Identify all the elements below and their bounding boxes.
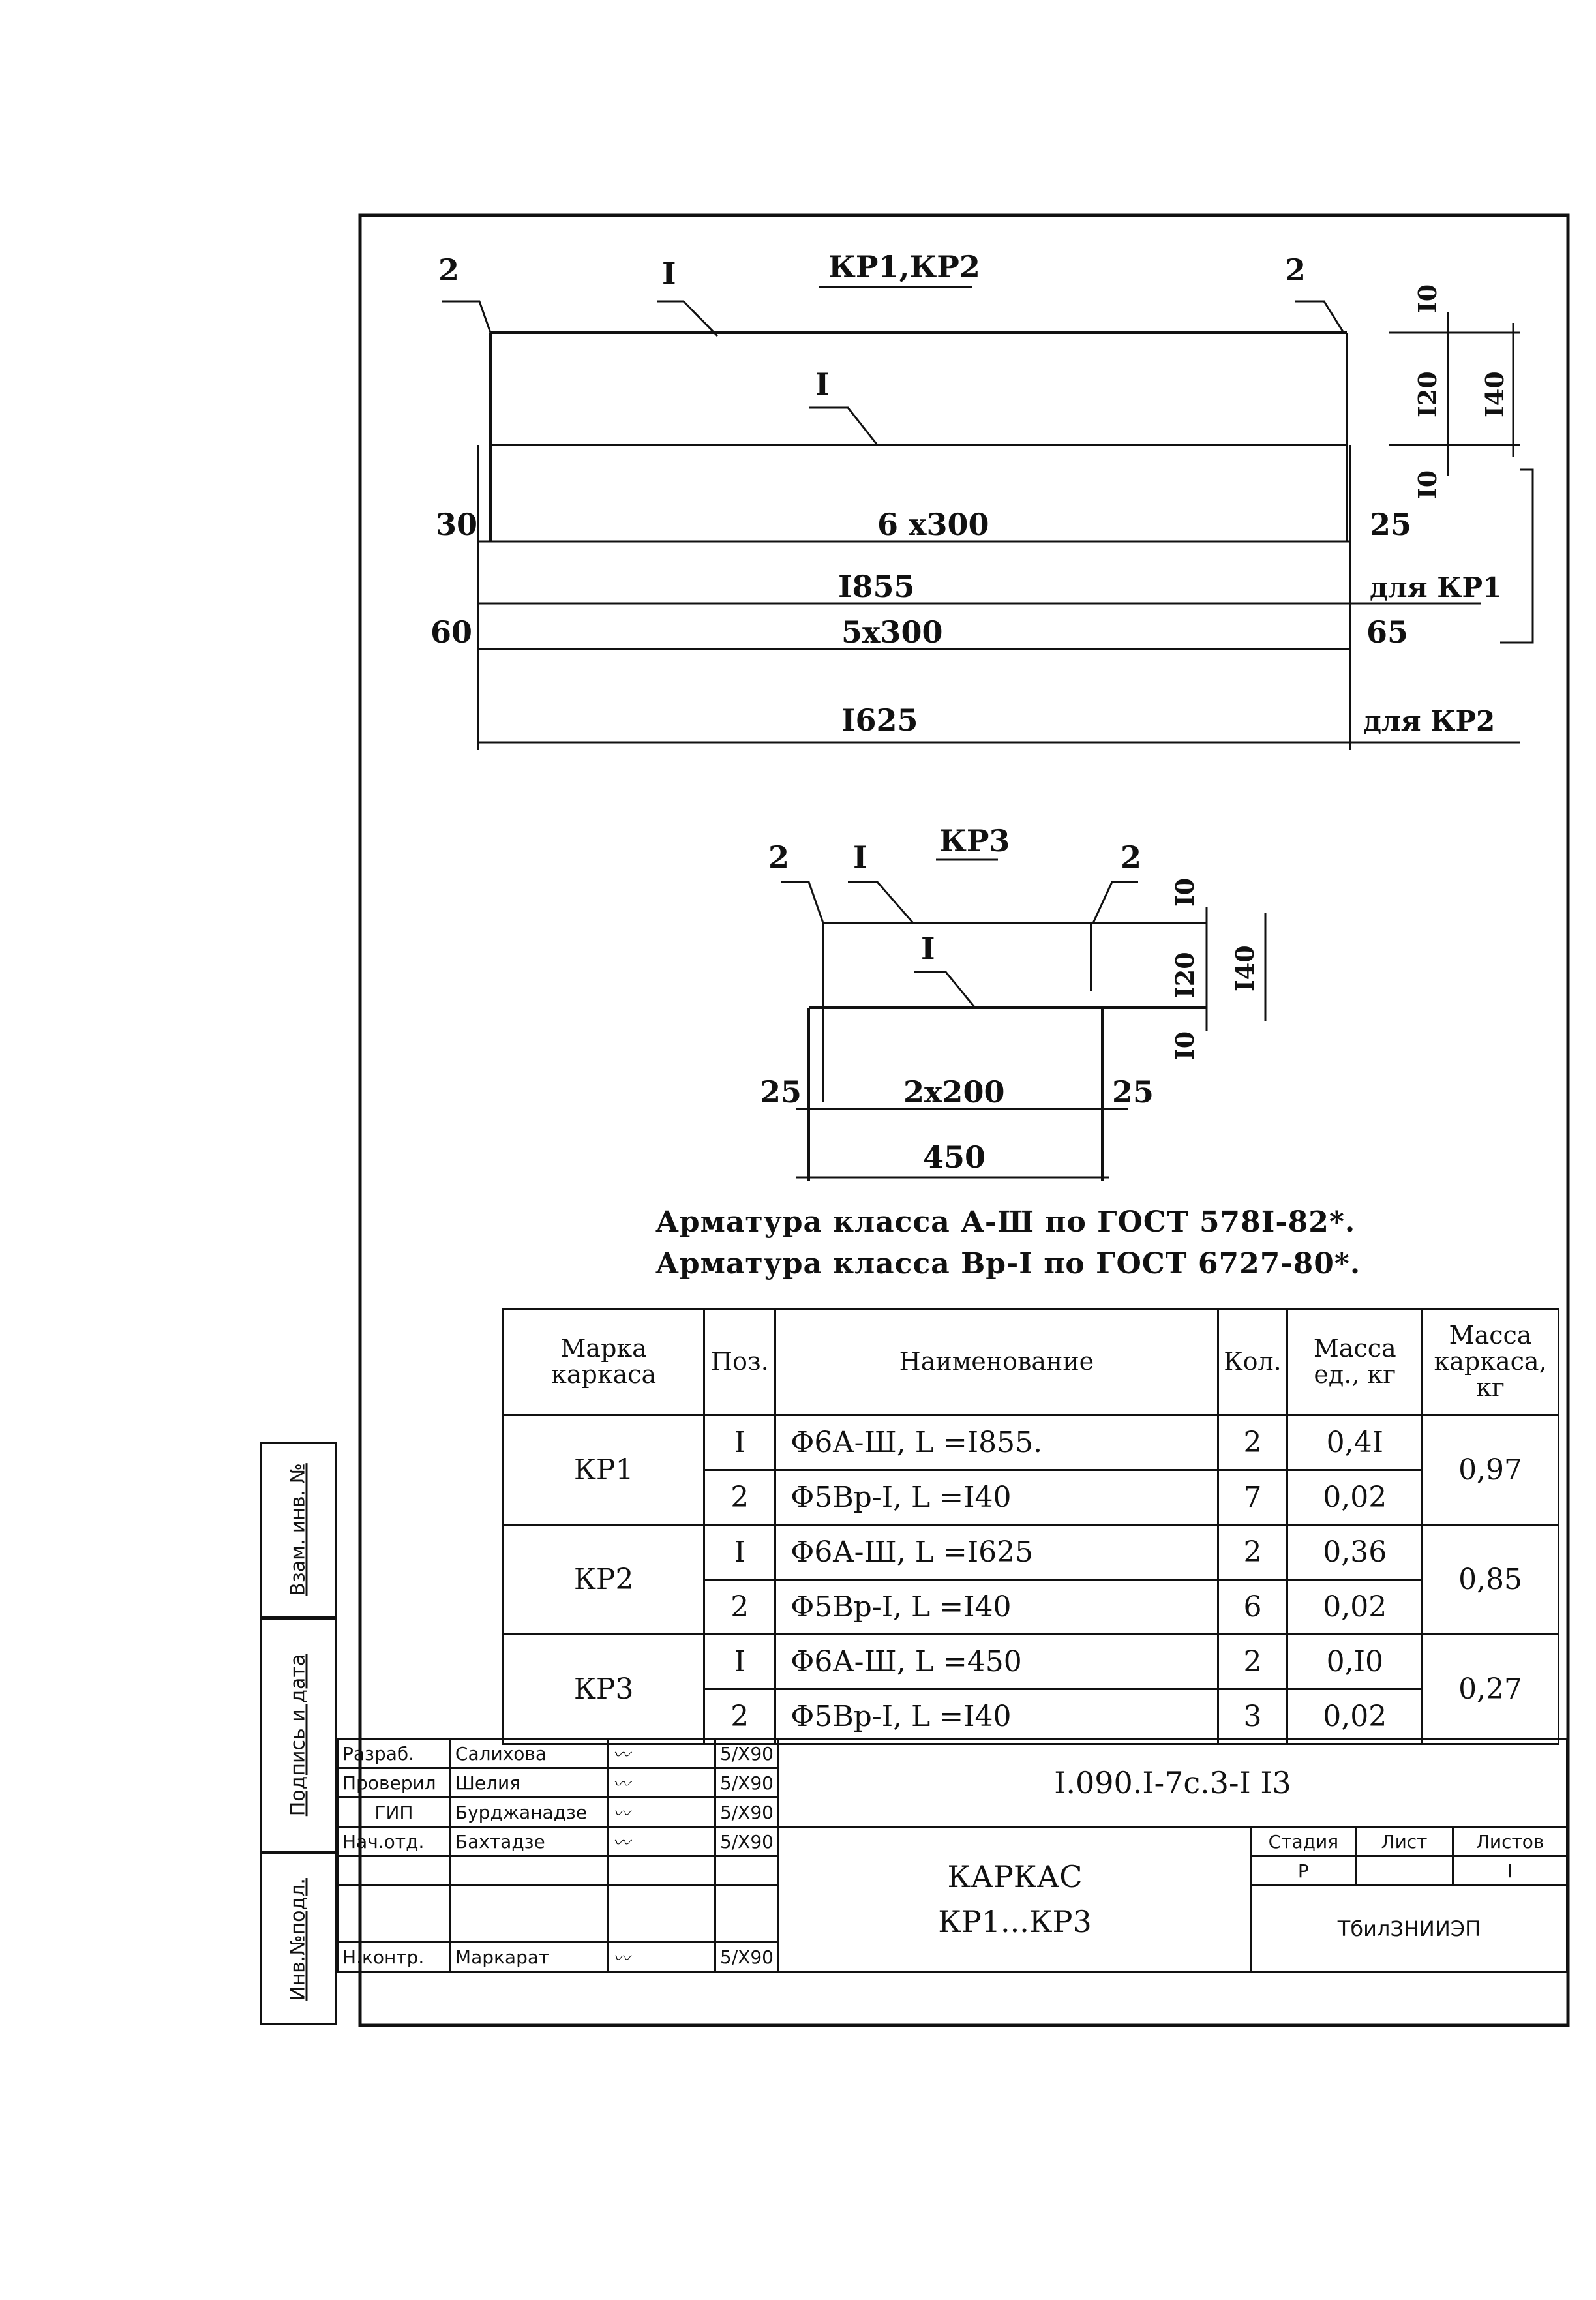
tb-date: 5/Х90 xyxy=(715,1827,778,1856)
tb-organization: ТбилЗНИИЭП xyxy=(1251,1886,1567,1972)
stamp-inv-replace-label: Взам. инв. № xyxy=(286,1463,310,1596)
title-block-row xyxy=(338,1827,1567,1856)
tb-signature xyxy=(608,1739,715,1768)
cell-unit-mass: 0,I0 xyxy=(1287,1635,1423,1689)
cell-frame-mass: 0,97 xyxy=(1423,1415,1559,1525)
frame-kr3 xyxy=(809,923,1207,1181)
tb-sheet-value xyxy=(1355,1856,1453,1886)
tb-name: Салихова xyxy=(450,1739,608,1768)
tb-role: ГИП xyxy=(338,1798,451,1827)
dim-label: 2x200 xyxy=(903,1074,1005,1110)
cell-name: Φ6А-Ш, L =I855. xyxy=(775,1415,1218,1470)
tb-date xyxy=(715,1856,778,1886)
dim-label: 25 xyxy=(1112,1074,1154,1110)
dim-label-vertical: I0 xyxy=(1413,284,1442,313)
dim-label: 30 xyxy=(436,507,478,542)
dim-label-vertical: I0 xyxy=(1170,1031,1199,1060)
dim-label: 6 x300 xyxy=(877,507,989,542)
tb-role: Разраб. xyxy=(338,1739,451,1768)
dim-label: I855 xyxy=(838,569,915,604)
cell-name: Φ5Вр-I, L =I40 xyxy=(775,1689,1218,1744)
signature-icon: 〰 xyxy=(612,1833,630,1853)
pos-label: I xyxy=(662,256,676,291)
cell-unit-mass: 0,02 xyxy=(1287,1470,1423,1525)
tb-sheets-label: Листов xyxy=(1453,1827,1567,1856)
stamp-inv-orig xyxy=(260,1853,337,2025)
cell-pos: 2 xyxy=(704,1689,775,1744)
dim-label-vertical: I40 xyxy=(1480,371,1509,417)
cell-name: Φ5Вр-I, L =I40 xyxy=(775,1470,1218,1525)
stamp-inv-replace xyxy=(260,1442,337,1618)
dim-label: I625 xyxy=(841,703,918,738)
tb-signature xyxy=(608,1768,715,1798)
header-pos: Поз. xyxy=(704,1309,775,1415)
tb-signature xyxy=(608,1943,715,1972)
tb-date: 5/Х90 xyxy=(715,1739,778,1768)
cell-frame-mass: 0,27 xyxy=(1423,1635,1559,1744)
tb-signature xyxy=(608,1798,715,1827)
tb-name: Бахтадзе xyxy=(450,1827,608,1856)
cell-pos: I xyxy=(704,1415,775,1470)
tb-name xyxy=(450,1856,608,1886)
signature-icon: 〰 xyxy=(612,1774,630,1794)
tb-date: 5/Х90 xyxy=(715,1768,778,1798)
tb-role xyxy=(338,1856,451,1886)
signature-icon: 〰 xyxy=(612,1804,630,1824)
tb-role xyxy=(338,1886,451,1943)
cell-pos: 2 xyxy=(704,1580,775,1635)
header-name: Наименование xyxy=(775,1309,1218,1415)
title-kr3: КР3 xyxy=(939,823,1010,858)
cell-qty: 6 xyxy=(1218,1580,1287,1635)
title-block xyxy=(337,1738,1568,1973)
cell-mark: КР3 xyxy=(504,1635,704,1744)
cell-mark: КР2 xyxy=(504,1525,704,1635)
cell-frame-mass: 0,85 xyxy=(1423,1525,1559,1635)
stamp-sign-date-label: Подпись и дата xyxy=(286,1654,310,1817)
pos-label: 2 xyxy=(438,252,460,288)
dim-label-vertical: I20 xyxy=(1170,952,1199,998)
tb-date xyxy=(715,1886,778,1943)
table-row xyxy=(504,1525,1559,1580)
cell-qty: 7 xyxy=(1218,1470,1287,1525)
pos-label: 2 xyxy=(768,840,790,875)
pos-label: I xyxy=(921,931,935,966)
tb-date: 5/Х90 xyxy=(715,1943,778,1972)
cell-unit-mass: 0,36 xyxy=(1287,1525,1423,1580)
cell-pos: 2 xyxy=(704,1470,775,1525)
tb-stage-label: Стадия xyxy=(1251,1827,1355,1856)
cell-pos: I xyxy=(704,1525,775,1580)
cell-qty: 2 xyxy=(1218,1525,1287,1580)
dim-label: 25 xyxy=(1370,507,1412,542)
dimensions-kr3 xyxy=(781,860,1265,1177)
cell-qty: 2 xyxy=(1218,1415,1287,1470)
table-row xyxy=(504,1635,1559,1689)
cell-unit-mass: 0,4I xyxy=(1287,1415,1423,1470)
dim-label: 5x300 xyxy=(841,614,943,650)
pos-label: 2 xyxy=(1121,840,1142,875)
tb-sheets-value: I xyxy=(1453,1856,1567,1886)
dim-label: 65 xyxy=(1366,614,1409,650)
cell-unit-mass: 0,02 xyxy=(1287,1689,1423,1744)
stamp-sign-date xyxy=(260,1618,337,1853)
tb-role: Нач.отд. xyxy=(338,1827,451,1856)
tb-title-line2: КР1...КР3 xyxy=(938,1903,1092,1939)
dim-label-vertical: I0 xyxy=(1170,877,1199,907)
cell-mark: КР1 xyxy=(504,1415,704,1525)
header-qty: Кол. xyxy=(1218,1309,1287,1415)
tb-name: Бурджанадзе xyxy=(450,1798,608,1827)
tb-title xyxy=(779,1827,1252,1972)
tb-name xyxy=(450,1886,608,1943)
cell-name: Φ6А-Ш, L =I625 xyxy=(775,1525,1218,1580)
table-row xyxy=(504,1415,1559,1470)
tb-role: Проверил xyxy=(338,1768,451,1798)
tb-signature xyxy=(608,1856,715,1886)
header-mark: Марка каркаса xyxy=(504,1309,704,1415)
dim-label-vertical: I0 xyxy=(1413,470,1442,499)
dim-label: для КР2 xyxy=(1363,705,1496,737)
pos-label: I xyxy=(853,840,867,875)
tb-sheet-label: Лист xyxy=(1355,1827,1453,1856)
dim-label: 60 xyxy=(430,614,473,650)
tb-name: Маркарат xyxy=(450,1943,608,1972)
header-unit-mass: Масса ед., кг xyxy=(1287,1309,1423,1415)
cell-name: Φ6А-Ш, L =450 xyxy=(775,1635,1218,1689)
tb-doc-code: I.090.I-7с.3-I I3 xyxy=(779,1739,1567,1827)
cell-name: Φ5Вр-I, L =I40 xyxy=(775,1580,1218,1635)
tb-date: 5/Х90 xyxy=(715,1798,778,1827)
header-frame-mass: Масса каркаса, кг xyxy=(1423,1309,1559,1415)
tb-signature xyxy=(608,1827,715,1856)
dim-label: 450 xyxy=(923,1140,986,1175)
title-block-row xyxy=(338,1739,1567,1768)
cell-qty: 3 xyxy=(1218,1689,1287,1744)
table-header-row xyxy=(504,1309,1559,1415)
specification-table xyxy=(502,1308,1559,1745)
note-steel-class-a3: Арматура класса А-Ш по ГОСТ 578I-82*. xyxy=(655,1205,1356,1239)
tb-name: Шелия xyxy=(450,1768,608,1798)
dim-label-vertical: I40 xyxy=(1230,945,1259,991)
dim-label-vertical: I20 xyxy=(1413,371,1442,417)
pos-label: I xyxy=(815,367,830,402)
tb-role: Н.контр. xyxy=(338,1943,451,1972)
cell-qty: 2 xyxy=(1218,1635,1287,1689)
stamp-inv-orig-label: Инв.№подл. xyxy=(286,1877,310,2001)
tb-stage-value: Р xyxy=(1251,1856,1355,1886)
cell-pos: I xyxy=(704,1635,775,1689)
dim-label: 25 xyxy=(760,1074,802,1110)
signature-icon: 〰 xyxy=(612,1948,630,1969)
title-kr1-kr2: КР1,КР2 xyxy=(828,249,980,284)
tb-title-line1: КАРКАС xyxy=(947,1858,1083,1894)
pos-label: 2 xyxy=(1285,252,1306,288)
dim-label: для КР1 xyxy=(1370,571,1502,603)
cell-unit-mass: 0,02 xyxy=(1287,1580,1423,1635)
tb-signature xyxy=(608,1886,715,1943)
signature-icon: 〰 xyxy=(612,1745,630,1765)
note-steel-class-bp1: Арматура класса Вр-I по ГОСТ 6727-80*. xyxy=(655,1247,1361,1280)
